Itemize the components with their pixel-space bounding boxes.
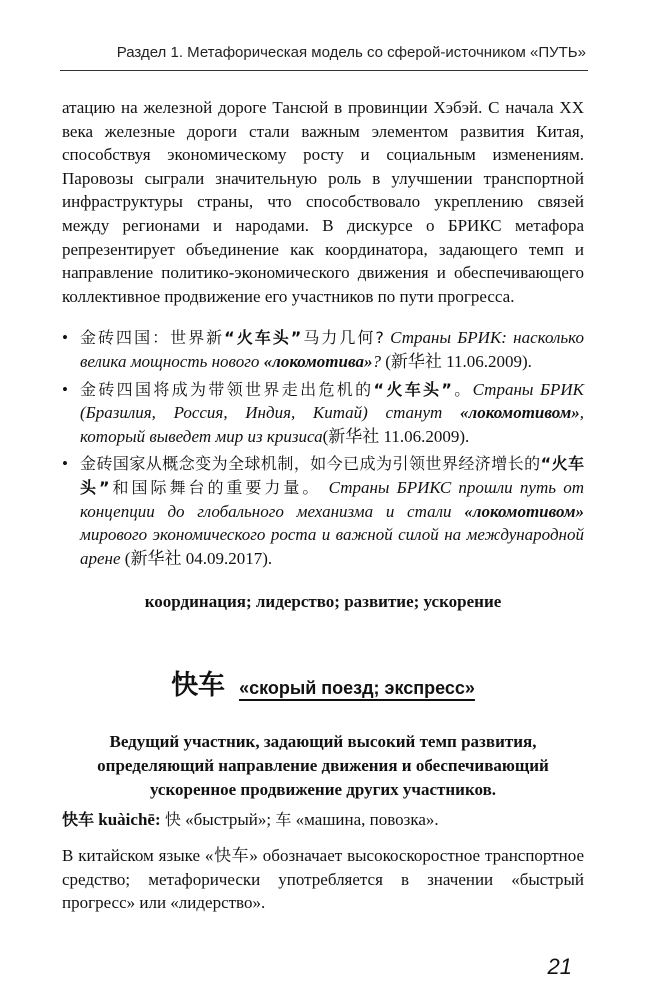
example-item <box>62 378 584 449</box>
example-ru-text: мирового экономического роста и важной силой на международной арене <box>80 525 584 568</box>
header-rule <box>60 70 588 71</box>
example-source: (新华社 11.06.2009). <box>322 426 470 446</box>
example-cn-keyword: “火车头” <box>224 328 302 348</box>
entry-etymology <box>62 808 584 832</box>
example-ru-text: ? <box>372 351 381 371</box>
example-cn-keyword: “火车头” <box>373 379 452 399</box>
example-ru-keyword: «локомотивом» <box>464 501 584 521</box>
etymology-meaning: «быстрый»; <box>180 810 276 830</box>
entry-usage: В китайском языке «快车» обозначает высокоскоростное транспортное средство; метафорически употребляется в значении «быстрый прогресс» или «лидерство». <box>62 846 584 913</box>
example-cn-text: 金砖国家从概念变为全球机制，如今已成为引领世界经济增长的 <box>80 454 541 474</box>
entry-gloss: «скорый поезд; экспресс» <box>239 678 475 701</box>
example-cn-text: 和国际舞台的重要力量。 <box>109 477 322 497</box>
etymology-char: 快 <box>164 810 181 830</box>
etymology-char: 车 <box>275 810 292 830</box>
etymology-pinyin: kuàichē: <box>94 810 161 830</box>
example-ru-text: Страны БРИКС прошли путь от концепции до глобального механизма и стали <box>80 477 584 521</box>
etymology-meaning: «машина, повозка». <box>291 810 439 830</box>
example-ru-text: Страны БРИК: насколько велика мощность нового <box>80 328 584 371</box>
page-body <box>62 96 584 915</box>
entry-definition: Ведущий участник, задающий высокий темп развития, определяющий направление движения и обеспечивающий ускоренное продвижение других участников. <box>97 732 549 800</box>
example-ru-keyword: «локомотива» <box>263 351 373 371</box>
example-list <box>62 326 584 570</box>
example-item <box>62 452 584 570</box>
etymology-word: 快车 <box>62 810 95 830</box>
example-cn-text: 金砖四国将成为带领世界走出危机的 <box>80 379 374 399</box>
example-source: (新华社 04.09.2017). <box>120 548 273 568</box>
example-cn-keyword: “火车头” <box>80 454 584 497</box>
example-source: (新华社 11.06.2009). <box>380 351 532 371</box>
example-cn-text: 马力几何? <box>301 328 384 348</box>
etymology-term <box>62 810 161 829</box>
example-ru-text: , который выведет мир из кризиса <box>80 403 584 446</box>
intro-paragraph: атацию на железной дороге Тансюй в провинции Хэбэй. С начала XX века железные дороги стали важным элементом развития Китая, способствуя экономическому росту и социальным изменениям. Паровозы сыграли значительную роль в улучшении транспортной инфраструктуры страны, что способствовало укреплению связей между регионами и народами. В дискурсе о БРИКС метафора репрезентирует объединение как координатора, задающего темп и направление политико-экономического движения и обеспечивающего коллективное продвижение его участников по пути прогресса. <box>62 98 584 306</box>
entry-heading <box>62 669 584 701</box>
entry-headword: 快车 <box>171 669 226 701</box>
page-number: 21 <box>547 954 572 979</box>
running-head: Раздел 1. Метафорическая модель со сферой-источником «ПУТЬ» <box>116 44 586 61</box>
example-item <box>62 326 584 373</box>
example-cn-text: 金砖四国：世界新 <box>80 328 225 348</box>
example-cn-text: 。 <box>451 379 473 399</box>
keywords-line: координация; лидерство; развитие; ускорение <box>144 592 502 612</box>
example-ru-text: Страны БРИК (Бразилия, Россия, Индия, Китай) станут <box>80 379 584 423</box>
example-ru-keyword: «локомотивом» <box>460 403 580 423</box>
